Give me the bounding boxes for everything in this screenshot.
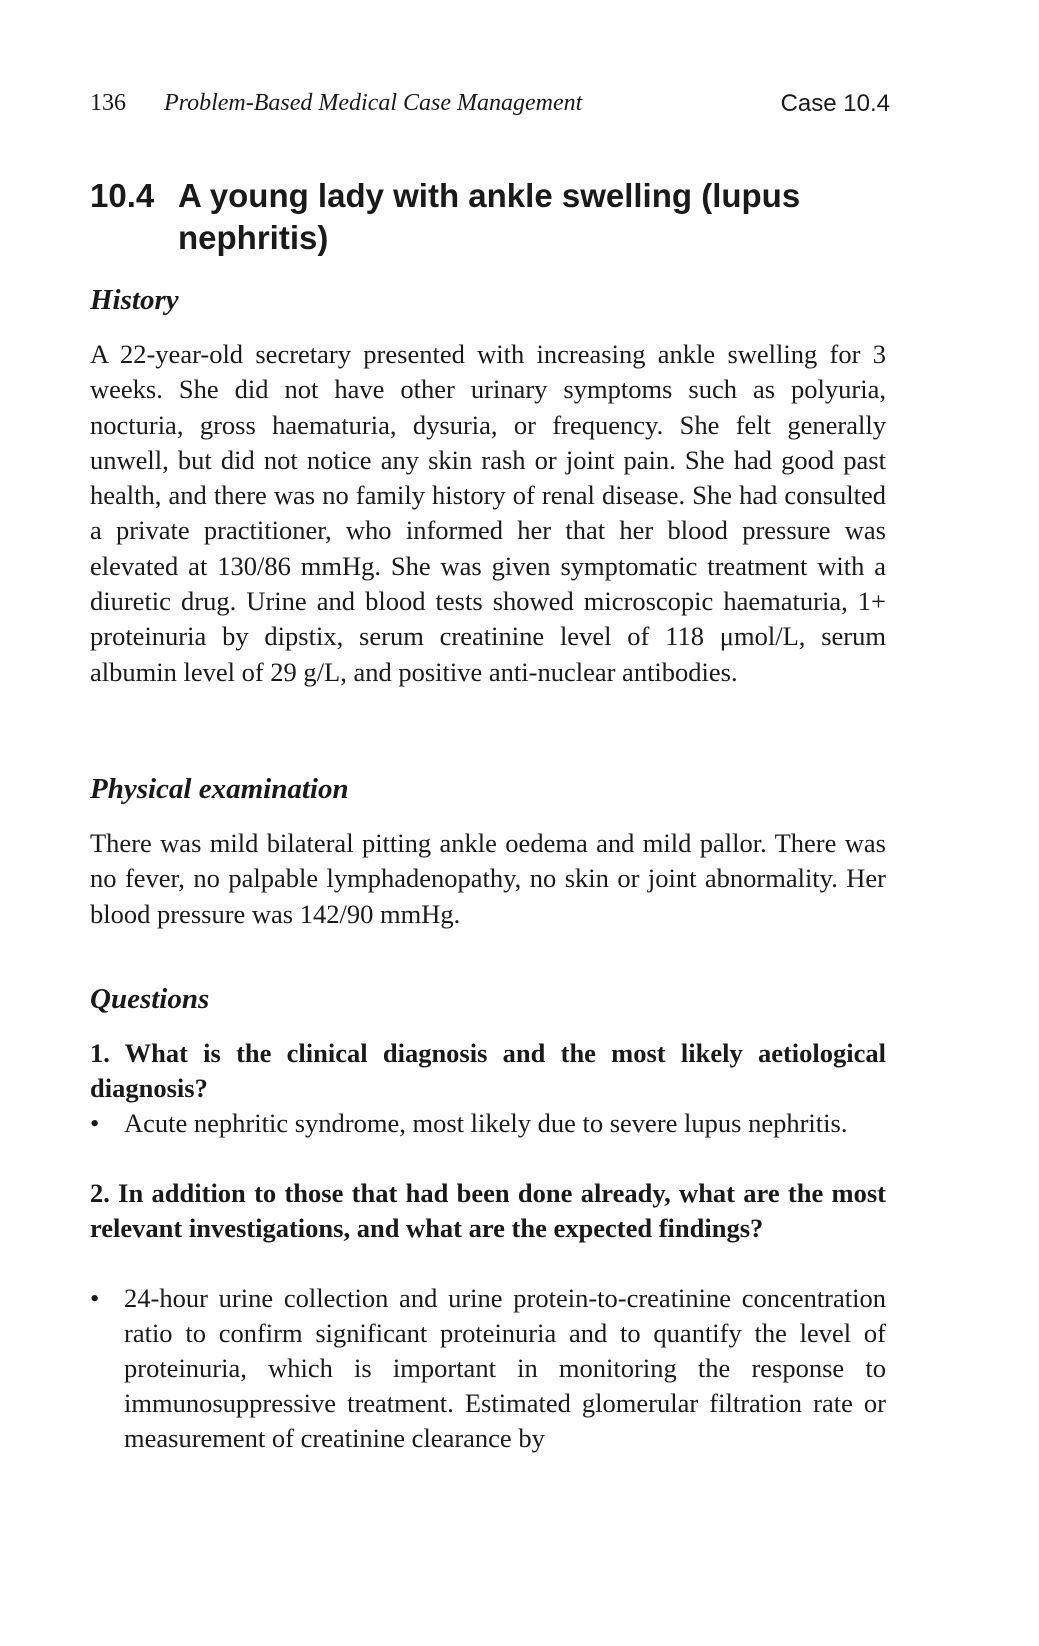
case-name: A young lady with ankle swelling (lupus nephritis)	[178, 177, 801, 256]
bullet-icon: •	[90, 1283, 100, 1313]
answer-1-text: Acute nephritic syndrome, most likely due to severe lupus nephritis.	[124, 1108, 848, 1138]
case-number: 10.4	[90, 177, 155, 214]
question-1: 1. What is the clinical diagnosis and the most likely aetiological diagnosis?	[90, 1038, 886, 1103]
questions-heading: Questions	[90, 983, 210, 1015]
answer-1	[90, 1106, 886, 1141]
physical-examination-heading: Physical examination	[90, 773, 349, 805]
answer-2-text: 24-hour urine collection and urine protein-to-creatinine concentration ratio to confirm significant proteinuria and to quantify the level of proteinuria, which is important in monitoring the response to immunosuppressive treatment. Estimated glomerular filtration rate or measurement of creatinine clearance by	[124, 1283, 886, 1453]
answer-2	[90, 1281, 886, 1456]
page-number: 136	[90, 90, 126, 116]
running-header	[90, 90, 890, 130]
bullet-icon: •	[90, 1108, 100, 1138]
book-title: Problem-Based Medical Case Management	[164, 90, 583, 116]
history-text: A 22-year-old secretary presented with increasing ankle swelling for 3 weeks. She did not have other urinary symptoms such as polyuria, nocturia, gross haematuria, dysuria, or frequency. She felt generally unwell, but did not notice any skin rash or joint pain. She had good past health, and there was no family history of renal disease. She had consulted a private practitioner, who informed her that her blood pressure was elevated at 130/86 mmHg. She was given symptomatic treatment with a diuretic drug. Urine and blood tests showed microscopic haematuria, 1+ proteinuria by dipstix, serum creatinine level of 118 μmol/L, serum albumin level of 29 g/L, and positive anti-nuclear antibodies.	[90, 339, 886, 687]
case-label: Case 10.4	[780, 90, 890, 117]
history-heading: History	[90, 284, 179, 316]
case-title	[90, 175, 870, 259]
question-2: 2. In addition to those that had been done already, what are the most relevant investigations, and what are the expected findings?	[90, 1178, 886, 1243]
physical-examination-text: There was mild bilateral pitting ankle oedema and mild pallor. There was no fever, no palpable lymphadenopathy, no skin or joint abnormality. Her blood pressure was 142/90 mmHg.	[90, 828, 886, 929]
